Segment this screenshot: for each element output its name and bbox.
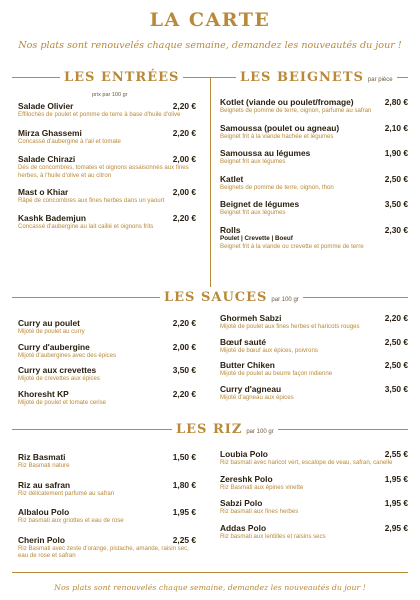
menu-item-name: Salade Chirazi (18, 154, 76, 165)
menu-item (220, 337, 408, 355)
menu-item-price: 2,20 € (384, 313, 408, 323)
menu-item-description: Riz basmati aux griottes et eau de rose (18, 517, 124, 525)
menu-item-price: 2,20 € (172, 127, 196, 138)
menu-item-description: Riz basmati aux lentilles et raisins secs (220, 532, 326, 540)
menu-item-description: Riz Basmati avec zeste d'orange, pistache, amande, raisin sec, eau de rose et safran (18, 544, 189, 560)
menu-item (220, 97, 408, 115)
menu-item-name: Khoresht KP (18, 388, 69, 399)
menu-item (18, 128, 196, 146)
menu-item-variants: Poulet | Crevette | Boeuf (220, 234, 293, 242)
menu-item-price: 1,95 € (384, 473, 408, 484)
menu-item-description: Effilochés de poulet et pomme de terre à base d'huile d'olive (18, 111, 181, 118)
menu-item-price: 2,25 € (172, 534, 196, 545)
menu-item (18, 342, 196, 360)
menu-item-description: Concassé d'aubergine au lait caillé et oignons frits (18, 222, 154, 230)
menu-item (220, 225, 408, 251)
beignets-list (220, 97, 408, 251)
menu-item-price: 2,50 € (384, 360, 408, 371)
riz-note: par 100 gr (246, 429, 274, 435)
menu-item (18, 452, 196, 470)
menu-item-price: 1,80 € (172, 479, 196, 490)
menu-item (220, 449, 408, 467)
menu-item-name: Curry d'aubergine (18, 341, 90, 352)
menu-item-description: Dés de concombres, tomates et oignons assaisonnés aux fines herbes, à l'huile d'olive et au citron (18, 164, 189, 179)
menu-item-description: Râpé de concombres aux fines herbes dans un yaourt (18, 197, 165, 205)
menu-item-name: Kotlet (viande ou poulet/fromage) (220, 97, 354, 107)
menu-item (220, 498, 408, 516)
menu-item-name: Kashk Bademjun (18, 212, 86, 223)
menu-item-description: Riz basmati aux fines herbes (220, 508, 299, 516)
entrees-list (18, 101, 196, 231)
menu-item-description: Riz délicatement parfumé au safran (18, 489, 115, 497)
menu-item-name: Mirza Ghassemi (18, 127, 82, 138)
menu-item-description: Beignets de pomme de terre, oignon, parfumé au safran (220, 107, 372, 114)
beignets-note: par pièce (367, 77, 393, 83)
sauces-right-list (220, 313, 408, 401)
menu-item-description: Beignet frit à la viande hachée et légumes (220, 132, 334, 140)
menu-item-description: Mijoté de bœuf aux épices, poivrons (220, 346, 318, 354)
menu-item (18, 101, 196, 119)
menu-item-name: Katlet (220, 173, 244, 184)
menu-item-name: Bœuf sauté (220, 336, 267, 347)
riz-left-list (18, 452, 196, 560)
menu-item (18, 389, 196, 407)
menu-item-price: 1,95 € (384, 498, 408, 509)
menu-item-description: Mijoté d'aubergines avec des épices (18, 351, 117, 359)
menu-item-description: Concassé d'aubergine à l'ail et tomate (18, 137, 121, 145)
menu-item-name: Riz au safran (18, 479, 71, 490)
menu-item (220, 384, 408, 402)
menu-item-name: Zereshk Polo (220, 473, 273, 484)
menu-item (18, 154, 196, 179)
menu-item (18, 365, 196, 383)
menu-item-description: Mijoté de poulet au beurre façon indienne (220, 370, 333, 378)
menu-item-price: 2,20 € (172, 388, 196, 399)
header-tagline: Nos plats sont renouvelés chaque semaine, demandez les nouveautés du jour ! (18, 40, 402, 51)
section-title-sauces: LES SAUCES par 100 gr (160, 290, 303, 305)
menu-item-price: 2,00 € (172, 154, 196, 165)
menu-item-name: Curry d'agneau (220, 383, 282, 394)
menu-item-name: Curry aux crevettes (18, 365, 97, 376)
menu-item-price: 2,30 € (384, 224, 408, 235)
riz-right-list (220, 449, 408, 540)
menu-item-name: Addas Polo (220, 522, 267, 533)
menu-item-name: Samoussa au légumes (220, 148, 311, 159)
menu-item-description: Riz basmati avec haricot vert, escalope de veau, safran, canelle (220, 459, 393, 466)
menu-item-price: 1,95 € (172, 507, 196, 518)
menu-item-description: Mijoté d'agneau aux épices (220, 393, 294, 401)
section-title-beignets: LES BEIGNETS par pièce (236, 70, 397, 85)
section-title-entrees: LES ENTRÉES (60, 70, 183, 85)
menu-item (220, 313, 408, 331)
menu-item-price: 1,90 € (384, 148, 408, 159)
footer-tagline: Nos plats sont renouvelés chaque semaine, demandez les nouveautés du jour ! (54, 583, 366, 592)
menu-item-name: Albalou Polo (18, 507, 70, 518)
menu-item-name: Ghormeh Sabzi (220, 313, 282, 323)
menu-item-price: 2,50 € (384, 336, 408, 347)
menu-item-name: Riz Basmati (18, 452, 66, 462)
menu-item-price: 2,20 € (172, 318, 196, 328)
menu-item-price: 2,50 € (384, 173, 408, 184)
menu-item-description: Mijoté de poulet aux fines herbes et haricots rouges (220, 323, 360, 330)
sauces-note: par 100 gr (271, 297, 299, 303)
menu-item (220, 148, 408, 166)
sauces-left-list (18, 318, 196, 406)
menu-item (220, 523, 408, 541)
menu-item-price: 2,20 € (172, 212, 196, 223)
menu-item-description: Mijoté de crevettes aux épices (18, 375, 100, 383)
menu-item-name: Beignet de légumes (220, 199, 300, 210)
menu-item (18, 213, 196, 231)
menu-item (18, 507, 196, 525)
menu-item (18, 535, 196, 560)
column-divider (210, 77, 211, 287)
menu-item (220, 474, 408, 492)
menu-item-price: 2,10 € (384, 122, 408, 133)
menu-item-price: 2,00 € (172, 341, 196, 352)
menu-item-name: Curry au poulet (18, 318, 80, 328)
menu-item-description: Beignet frit à la viande ou crevette et pomme de terre (220, 242, 364, 250)
menu-item-description: Riz Basmati aux épines vinette (220, 483, 304, 491)
menu-item-name: Rolls (220, 224, 241, 235)
menu-item-description: Riz Basmati nature (18, 462, 70, 469)
menu-item-description: Mijoté de poulet au curry (18, 328, 85, 335)
menu-item (18, 318, 196, 336)
entrees-note: prix par 100 gr (92, 92, 128, 98)
menu-item-description: Beignet frit aux légumes (220, 209, 286, 217)
menu-item (220, 360, 408, 378)
menu-item-price: 3,50 € (172, 365, 196, 376)
menu-item-description: Mijoté de poulet et tomate cerise (18, 398, 107, 406)
menu-item-price: 2,95 € (384, 522, 408, 533)
menu-item-name: Loubia Polo (220, 449, 268, 459)
menu-item (220, 199, 408, 217)
menu-item-name: Butter Chiken (220, 360, 275, 371)
divider-bottom (12, 572, 408, 573)
menu-item-price: 2,80 € (384, 97, 408, 107)
menu-item-name: Samoussa (poulet ou agneau) (220, 122, 340, 133)
menu-item-description: Beignet frit aux légumes (220, 158, 286, 166)
menu-item-description: Beignets de pomme de terre, oignon, thon (220, 183, 334, 191)
menu-item (220, 174, 408, 192)
menu-item (18, 480, 196, 498)
menu-item-name: Sabzi Polo (220, 498, 263, 509)
menu-item-name: Mast o Khiar (18, 187, 69, 198)
menu-item-name: Salade Olivier (18, 101, 74, 111)
menu-item-price: 2,00 € (172, 187, 196, 198)
page-title: LA CARTE (149, 9, 271, 31)
section-title-riz: LES RIZ par 100 gr (172, 422, 278, 437)
menu-item-price: 2,55 € (384, 449, 408, 459)
menu-item (18, 187, 196, 205)
menu-item-price: 3,50 € (384, 199, 408, 210)
menu-item-name: Cherin Polo (18, 534, 65, 545)
menu-item-price: 1,50 € (172, 452, 196, 462)
menu-item (220, 123, 408, 141)
menu-item-price: 2,20 € (172, 101, 196, 111)
menu-item-price: 3,50 € (384, 383, 408, 394)
